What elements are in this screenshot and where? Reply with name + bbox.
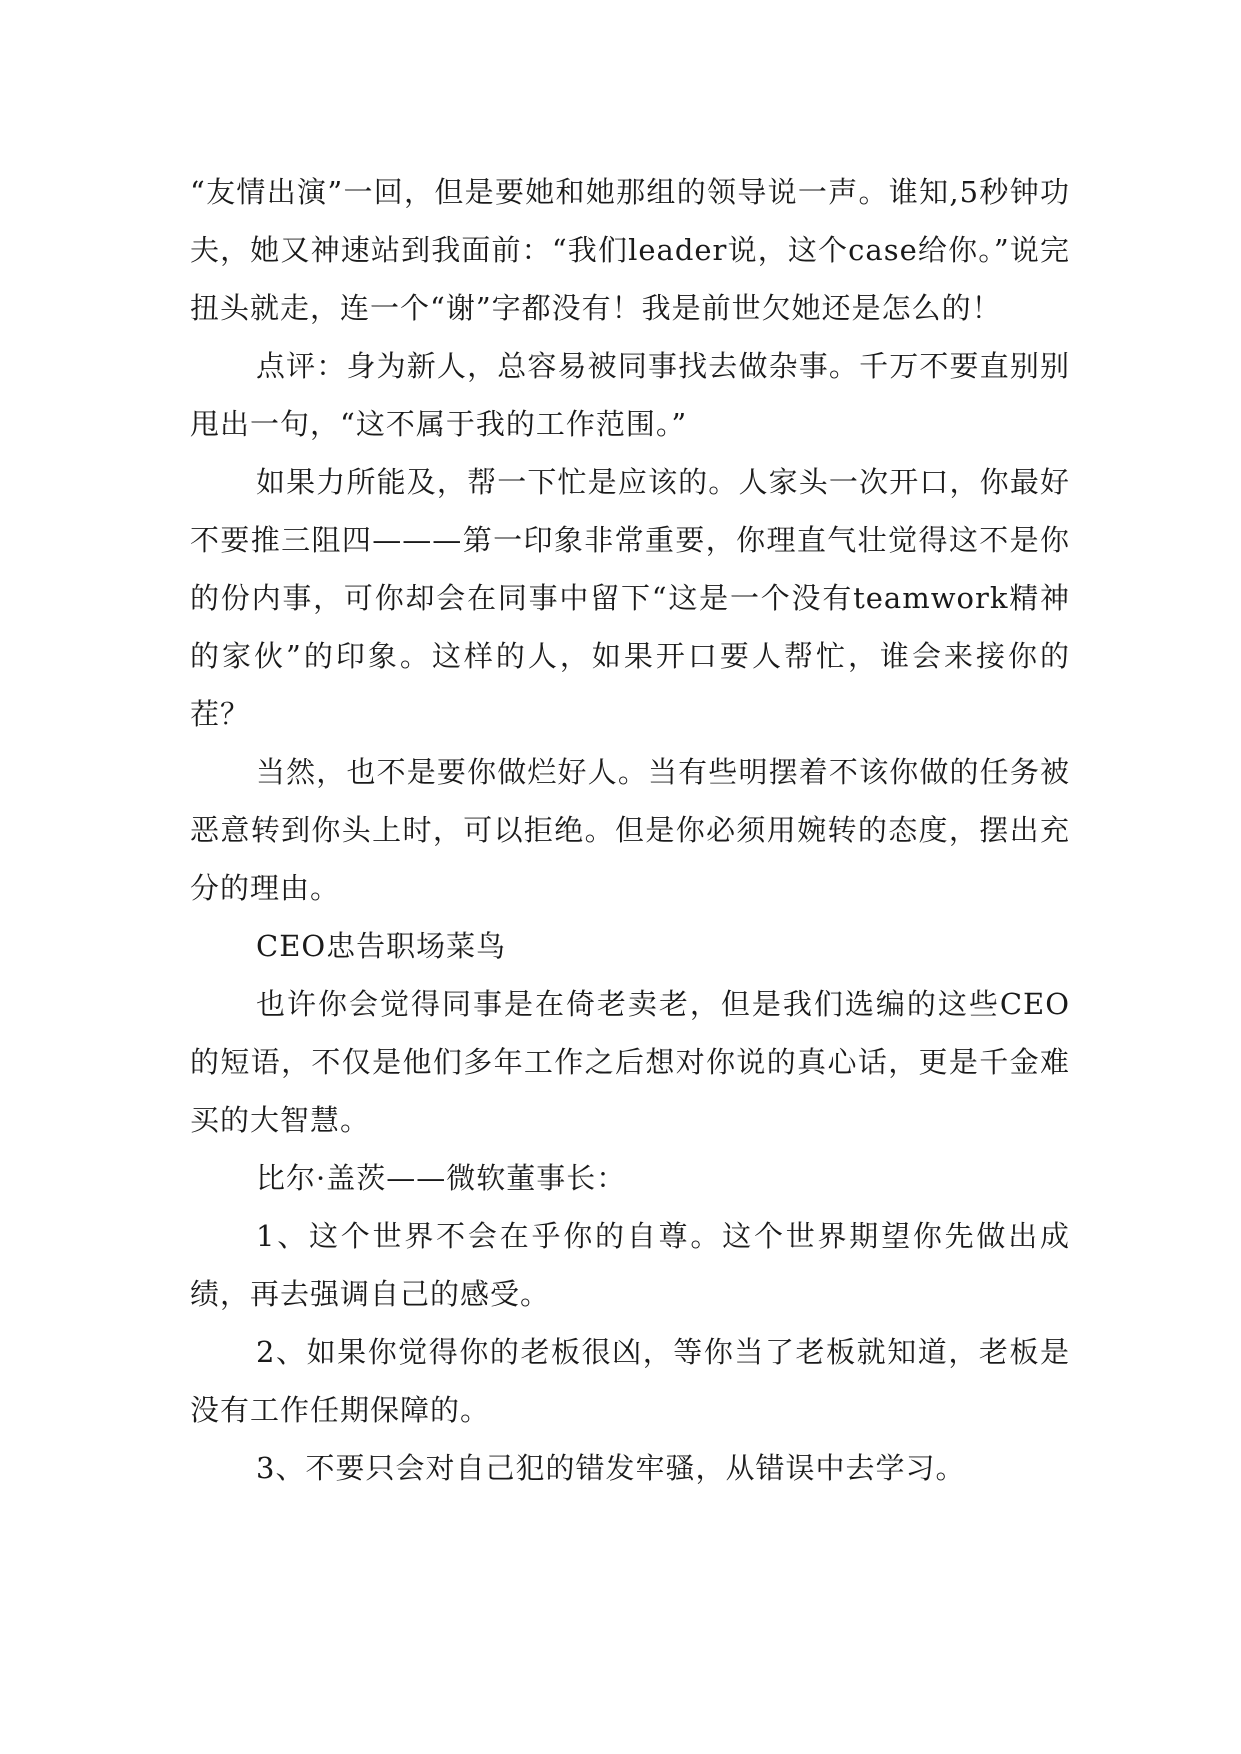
- list-item: 2、如果你觉得你的老板很凶，等你当了老板就知道，老板是没有工作任期保障的。: [190, 1335, 1070, 1427]
- document-body: [190, 163, 1070, 1497]
- paragraph-continuation: “友情出演”一回，但是要她和她那组的领导说一声。谁知,5秒钟功夫，她又神速站到我面前：“我们leader说，这个case给你。”说完扭头就走，连一个“谢”字都没有！我是前世欠她还是怎么的！: [190, 175, 1070, 325]
- paragraph-intro: 也许你会觉得同事是在倚老卖老，但是我们选编的这些CEO的短语，不仅是他们多年工作之后想对你说的真心话，更是千金难买的大智慧。: [190, 987, 1070, 1137]
- paragraph-refusal: 当然，也不是要你做烂好人。当有些明摆着不该你做的任务被恶意转到你头上时，可以拒绝。但是你必须用婉转的态度，摆出充分的理由。: [190, 755, 1070, 905]
- paragraph-advice: 如果力所能及，帮一下忙是应该的。人家头一次开口，你最好不要推三阻四———第一印象非常重要，你理直气壮觉得这不是你的份内事，可你却会在同事中留下“这是一个没有teamwork精神的家伙”的印象。这样的人，如果开口要人帮忙，谁会来接你的茬？: [190, 465, 1070, 731]
- section-heading: CEO忠告职场菜鸟: [256, 929, 507, 963]
- paragraph-comment: 点评：身为新人，总容易被同事找去做杂事。千万不要直别别甩出一句，“这不属于我的工作范围。”: [190, 349, 1070, 441]
- speaker-heading: 比尔·盖茨——微软董事长：: [256, 1161, 627, 1195]
- list-item: 3、不要只会对自己犯的错发牢骚，从错误中去学习。: [256, 1451, 966, 1485]
- list-item: 1、这个世界不会在乎你的自尊。这个世界期望你先做出成绩，再去强调自己的感受。: [190, 1219, 1070, 1311]
